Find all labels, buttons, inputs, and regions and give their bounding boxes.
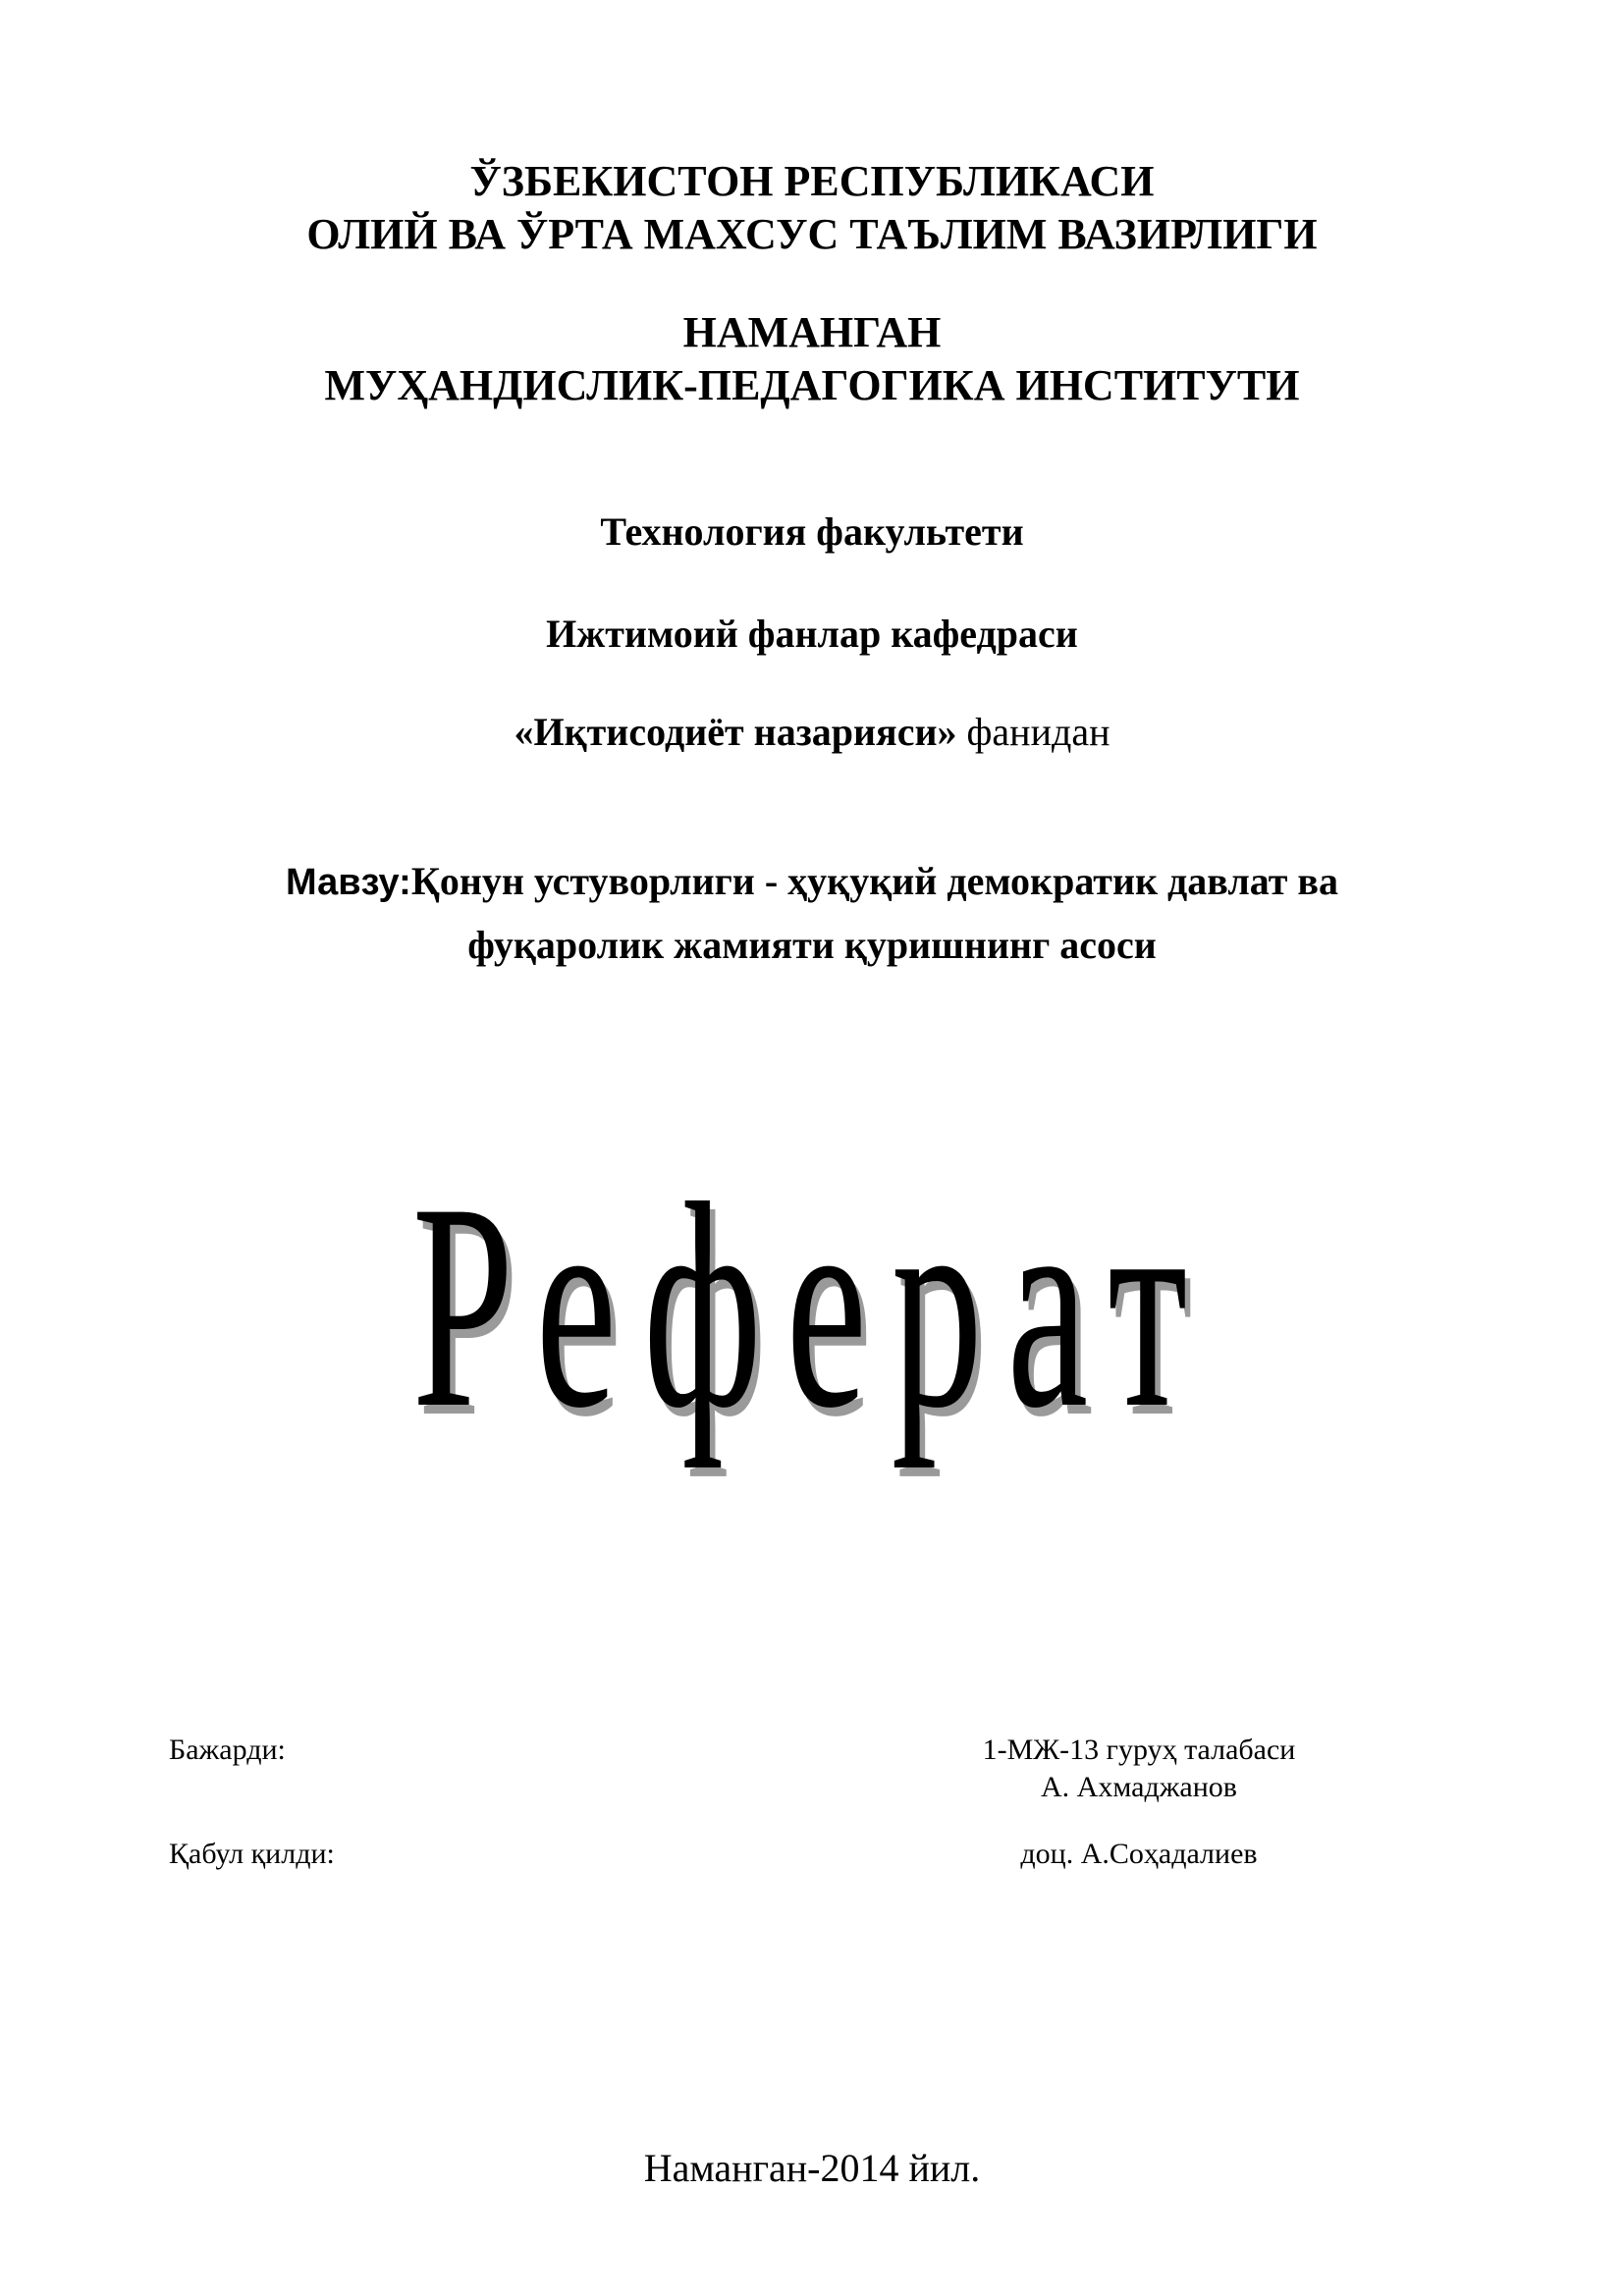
institute-line-2: МУҲАНДИСЛИК-ПЕДАГОГИКА ИНСТИТУТИ	[324, 361, 1300, 409]
accepted-label: Қабул қилди:	[169, 1838, 335, 1870]
ministry-line-2: ОЛИЙ ВА ЎРТА МАХСУС ТАЪЛИМ ВАЗИРЛИГИ	[306, 210, 1318, 258]
performed-label: Бажарди:	[169, 1734, 286, 1766]
place-and-year: Наманган-2014 йил.	[643, 2146, 981, 2190]
ministry-line-1: ЎЗБЕКИСТОН РЕСПУБЛИКАСИ	[469, 157, 1155, 205]
topic-label: Мавзу:	[285, 862, 411, 903]
teacher-name: доц. А.Соҳадалиев	[1020, 1838, 1258, 1870]
topic-block	[0, 850, 1624, 977]
faculty-name: Технология факультети	[600, 509, 1024, 554]
document-title: Реферат	[411, 1143, 1213, 1468]
topic-text-2: фуқаролик жамияти қуришнинг асоси	[467, 923, 1157, 967]
department-name: Ижтимоий фанлар кафедраси	[546, 612, 1078, 656]
student-name: А. Ахмаджанов	[1041, 1771, 1237, 1803]
subject-line	[0, 709, 1624, 755]
student-group: 1-МЖ-13 гуруҳ талабаси	[982, 1734, 1296, 1766]
institute-line-1: НАМАНГАН	[682, 308, 942, 356]
subject-suffix: фанидан	[966, 710, 1110, 754]
topic-text-1: Қонун устуворлиги - ҳуқуқий демократик давлат ва	[410, 859, 1339, 903]
subject-name: «Иқтисодиёт назарияси»	[514, 710, 957, 754]
topic-line-1	[0, 850, 1624, 914]
